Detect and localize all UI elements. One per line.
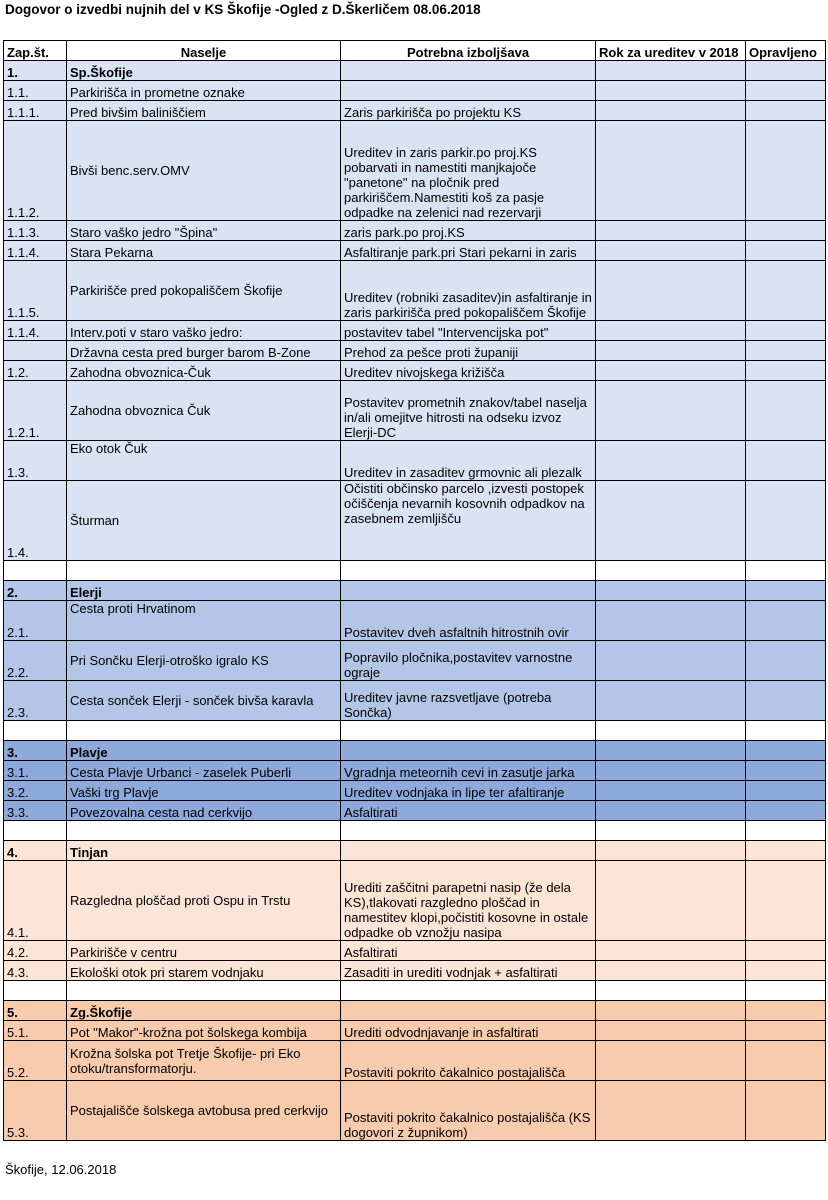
cell-required-improvement: [341, 561, 596, 581]
cell-required-improvement: Popravilo pločnika,postavitev varnostne ograje: [341, 641, 596, 681]
cell-row-number: 5.3.: [4, 1081, 67, 1141]
cell-deadline: [596, 761, 746, 781]
table-row: [4, 1041, 826, 1081]
cell-location: Ekološki otok pri starem vodnjaku: [67, 961, 341, 981]
table-row: [4, 561, 826, 581]
document-footer: Škofije, 12.06.2018: [5, 1162, 117, 1177]
header-potrebna: Potrebna izboljšava: [341, 41, 596, 61]
cell-completed: [746, 961, 826, 981]
cell-row-number: 2.3.: [4, 681, 67, 721]
cell-location: Pri Sončku Elerji-otroško igralo KS: [67, 641, 341, 681]
cell-required-improvement: Ureditev in zaris parkir.po proj.KS pobarvati in namestiti manjkajoče "panetone" na pločnik pred parkiriščem.Namestiti koš za pasje odpadke na zelenici nad rezervarji: [341, 121, 596, 221]
table-row: [4, 61, 826, 81]
cell-location: Pred bivšim baliniščiem: [67, 101, 341, 121]
table-row: [4, 441, 826, 481]
header-opravljeno: Opravljeno: [746, 41, 826, 61]
table-row: [4, 261, 826, 321]
cell-row-number: 2.: [4, 581, 67, 601]
cell-required-improvement: [341, 1001, 596, 1021]
table-row: [4, 1001, 826, 1021]
cell-deadline: [596, 261, 746, 321]
cell-deadline: [596, 941, 746, 961]
cell-location: Plavje: [67, 741, 341, 761]
table-row: [4, 1021, 826, 1041]
cell-row-number: 1.2.: [4, 361, 67, 381]
table-row: [4, 601, 826, 641]
cell-required-improvement: Ureditev (robniki zasaditev)in asfaltiranje in zaris parkirišča pred pokopališčem Škofije: [341, 261, 596, 321]
cell-deadline: [596, 1041, 746, 1081]
cell-location: Postajališče šolskega avtobusa pred cerkvijo: [67, 1081, 341, 1141]
table-row: [4, 981, 826, 1001]
cell-completed: [746, 601, 826, 641]
cell-required-improvement: [341, 981, 596, 1001]
cell-completed: [746, 821, 826, 841]
cell-completed: [746, 341, 826, 361]
cell-deadline: [596, 61, 746, 81]
cell-completed: [746, 61, 826, 81]
table-row: [4, 841, 826, 861]
cell-required-improvement: Ureditev nivojskega križišča: [341, 361, 596, 381]
cell-location: Sp.Škofije: [67, 61, 341, 81]
table-row: [4, 321, 826, 341]
cell-required-improvement: Ureditev in zasaditev grmovnic ali plezalk: [341, 441, 596, 481]
cell-row-number: 3.3.: [4, 801, 67, 821]
cell-required-improvement: Postavitev dveh asfaltnih hitrostnih ovir: [341, 601, 596, 641]
cell-deadline: [596, 321, 746, 341]
cell-location: Vaški trg Plavje: [67, 781, 341, 801]
cell-location: [67, 561, 341, 581]
cell-required-improvement: [341, 581, 596, 601]
cell-deadline: [596, 601, 746, 641]
cell-location: Parkirišče pred pokopališčem Škofije: [67, 261, 341, 321]
cell-location: Povezovalna cesta nad cerkvijo: [67, 801, 341, 821]
cell-location: Parkirišče v centru: [67, 941, 341, 961]
cell-required-improvement: postavitev tabel "Intervencijska pot": [341, 321, 596, 341]
cell-row-number: 1.1.: [4, 81, 67, 101]
cell-deadline: [596, 361, 746, 381]
cell-location: Šturman: [67, 481, 341, 561]
header-zap: Zap.št.: [4, 41, 67, 61]
cell-location: Zahodna obvoznica-Čuk: [67, 361, 341, 381]
cell-completed: [746, 861, 826, 941]
cell-row-number: 4.2.: [4, 941, 67, 961]
cell-location: Interv.poti v staro vaško jedro:: [67, 321, 341, 341]
cell-location: Razgledna ploščad proti Ospu in Trstu: [67, 861, 341, 941]
cell-row-number: 2.2.: [4, 641, 67, 681]
cell-required-improvement: Prehod za pešce proti županiji: [341, 341, 596, 361]
cell-location: Cesta proti Hrvatinom: [67, 601, 341, 641]
cell-row-number: 3.1.: [4, 761, 67, 781]
cell-required-improvement: [341, 61, 596, 81]
table-row: [4, 801, 826, 821]
cell-completed: [746, 81, 826, 101]
cell-deadline: [596, 581, 746, 601]
cell-deadline: [596, 981, 746, 1001]
cell-deadline: [596, 381, 746, 441]
cell-completed: [746, 721, 826, 741]
cell-required-improvement: Zaris parkirišča po projektu KS: [341, 101, 596, 121]
cell-location: Tinjan: [67, 841, 341, 861]
cell-completed: [746, 761, 826, 781]
cell-deadline: [596, 861, 746, 941]
works-table: [3, 40, 826, 1141]
cell-row-number: 1.1.4.: [4, 321, 67, 341]
cell-completed: [746, 261, 826, 321]
cell-location: Državna cesta pred burger barom B-Zone: [67, 341, 341, 361]
cell-completed: [746, 1081, 826, 1141]
cell-row-number: 1.1.2.: [4, 121, 67, 221]
cell-deadline: [596, 781, 746, 801]
cell-location: Pot "Makor"-krožna pot šolskega kombija: [67, 1021, 341, 1041]
cell-completed: [746, 481, 826, 561]
cell-row-number: 4.: [4, 841, 67, 861]
table-row: [4, 481, 826, 561]
cell-row-number: 1.3.: [4, 441, 67, 481]
cell-deadline: [596, 721, 746, 741]
cell-completed: [746, 241, 826, 261]
cell-row-number: 4.1.: [4, 861, 67, 941]
cell-row-number: 3.2.: [4, 781, 67, 801]
cell-location: Eko otok Čuk: [67, 441, 341, 481]
table-row: [4, 721, 826, 741]
cell-row-number: 3.: [4, 741, 67, 761]
table-row: [4, 781, 826, 801]
table-row: [4, 641, 826, 681]
table-row: [4, 861, 826, 941]
cell-required-improvement: Zasaditi in urediti vodnjak + asfaltirati: [341, 961, 596, 981]
cell-row-number: [4, 341, 67, 361]
table-row: [4, 821, 826, 841]
cell-deadline: [596, 221, 746, 241]
cell-completed: [746, 641, 826, 681]
cell-completed: [746, 321, 826, 341]
cell-location: Bivši benc.serv.OMV: [67, 121, 341, 221]
cell-completed: [746, 741, 826, 761]
cell-required-improvement: Ureditev javne razsvetljave (potreba Sončka): [341, 681, 596, 721]
cell-deadline: [596, 481, 746, 561]
header-naselje: Naselje: [67, 41, 341, 61]
cell-row-number: [4, 981, 67, 1001]
cell-completed: [746, 801, 826, 821]
cell-completed: [746, 1041, 826, 1081]
cell-deadline: [596, 801, 746, 821]
cell-required-improvement: Asfaltiranje park.pri Stari pekarni in zaris: [341, 241, 596, 261]
cell-completed: [746, 101, 826, 121]
table-row: [4, 761, 826, 781]
cell-location: [67, 821, 341, 841]
table-row: [4, 581, 826, 601]
cell-completed: [746, 1001, 826, 1021]
cell-completed: [746, 121, 826, 221]
cell-row-number: 5.: [4, 1001, 67, 1021]
cell-deadline: [596, 121, 746, 221]
table-row: [4, 1081, 826, 1141]
cell-row-number: 1.: [4, 61, 67, 81]
cell-completed: [746, 1021, 826, 1041]
cell-completed: [746, 221, 826, 241]
cell-location: Zahodna obvoznica Čuk: [67, 381, 341, 441]
cell-completed: [746, 681, 826, 721]
cell-completed: [746, 361, 826, 381]
cell-deadline: [596, 841, 746, 861]
cell-required-improvement: Asfaltirati: [341, 801, 596, 821]
cell-deadline: [596, 961, 746, 981]
cell-row-number: 1.1.3.: [4, 221, 67, 241]
table-row: [4, 361, 826, 381]
cell-deadline: [596, 101, 746, 121]
cell-location: Elerji: [67, 581, 341, 601]
table-row: [4, 241, 826, 261]
cell-location: Stara Pekarna: [67, 241, 341, 261]
cell-required-improvement: [341, 821, 596, 841]
cell-completed: [746, 441, 826, 481]
table-row: [4, 941, 826, 961]
table-row: [4, 381, 826, 441]
cell-deadline: [596, 341, 746, 361]
cell-deadline: [596, 81, 746, 101]
cell-deadline: [596, 241, 746, 261]
cell-required-improvement: Asfaltirati: [341, 941, 596, 961]
cell-required-improvement: Vgradnja meteornih cevi in zasutje jarka: [341, 761, 596, 781]
cell-deadline: [596, 741, 746, 761]
cell-row-number: 1.1.4.: [4, 241, 67, 261]
cell-row-number: [4, 821, 67, 841]
cell-deadline: [596, 681, 746, 721]
cell-required-improvement: Urediti zaščitni parapetni nasip (že dela KS),tlakovati razgledno ploščad in namestitev klopi,počistiti kosovne in ostale odpadke ob vznožju nasipa: [341, 861, 596, 941]
cell-required-improvement: Postaviti pokrito čakalnico postajališča (KS dogovori z župnikom): [341, 1081, 596, 1141]
cell-required-improvement: Postavitev prometnih znakov/tabel naselja in/ali omejitve hitrosti na odseku izvoz Elerji-DC: [341, 381, 596, 441]
cell-required-improvement: [341, 741, 596, 761]
table-row: [4, 81, 826, 101]
cell-location: Parkirišča in prometne oznake: [67, 81, 341, 101]
document-title: Dogovor o izvedbi nujnih del v KS Škofije -Ogled z D.Škerličem 08.06.2018: [5, 2, 481, 17]
cell-row-number: 4.3.: [4, 961, 67, 981]
cell-deadline: [596, 441, 746, 481]
cell-location: [67, 721, 341, 741]
cell-deadline: [596, 1081, 746, 1141]
cell-row-number: 1.4.: [4, 481, 67, 561]
table-row: [4, 741, 826, 761]
cell-location: Cesta Plavje Urbanci - zaselek Puberli: [67, 761, 341, 781]
cell-row-number: [4, 561, 67, 581]
cell-location: Zg.Škofije: [67, 1001, 341, 1021]
cell-deadline: [596, 641, 746, 681]
cell-completed: [746, 841, 826, 861]
cell-row-number: 1.2.1.: [4, 381, 67, 441]
cell-required-improvement: Očistiti občinsko parcelo ,izvesti postopek očiščenja nevarnih kosovnih odpadkov na zasebnem zemljišču: [341, 481, 596, 561]
cell-required-improvement: Ureditev vodnjaka in lipe ter afaltiranje: [341, 781, 596, 801]
cell-row-number: 1.1.5.: [4, 261, 67, 321]
cell-required-improvement: [341, 841, 596, 861]
cell-required-improvement: [341, 721, 596, 741]
cell-row-number: [4, 721, 67, 741]
cell-completed: [746, 981, 826, 1001]
cell-deadline: [596, 1021, 746, 1041]
table-row: [4, 681, 826, 721]
cell-required-improvement: Postaviti pokrito čakalnico postajališča: [341, 1041, 596, 1081]
cell-completed: [746, 561, 826, 581]
cell-completed: [746, 941, 826, 961]
cell-completed: [746, 781, 826, 801]
cell-required-improvement: Urediti odvodnjavanje in asfaltirati: [341, 1021, 596, 1041]
table-row: [4, 221, 826, 241]
cell-required-improvement: [341, 81, 596, 101]
table-row: [4, 341, 826, 361]
table-body: [4, 41, 826, 1141]
cell-completed: [746, 581, 826, 601]
cell-deadline: [596, 561, 746, 581]
cell-location: Cesta sonček Elerji - sonček bivša karavla: [67, 681, 341, 721]
table-header-row: [4, 41, 826, 61]
cell-row-number: 1.1.1.: [4, 101, 67, 121]
cell-location: [67, 981, 341, 1001]
cell-required-improvement: zaris park.po proj.KS: [341, 221, 596, 241]
table-row: [4, 121, 826, 221]
cell-location: Krožna šolska pot Tretje Škofije- pri Eko otoku/transformatorju.: [67, 1041, 341, 1081]
cell-row-number: 5.1.: [4, 1021, 67, 1041]
cell-row-number: 2.1.: [4, 601, 67, 641]
table-row: [4, 961, 826, 981]
cell-location: Staro vaško jedro "Špina": [67, 221, 341, 241]
table-row: [4, 101, 826, 121]
header-rok: Rok za ureditev v 2018: [596, 41, 746, 61]
cell-completed: [746, 381, 826, 441]
cell-deadline: [596, 1001, 746, 1021]
cell-row-number: 5.2.: [4, 1041, 67, 1081]
cell-deadline: [596, 821, 746, 841]
